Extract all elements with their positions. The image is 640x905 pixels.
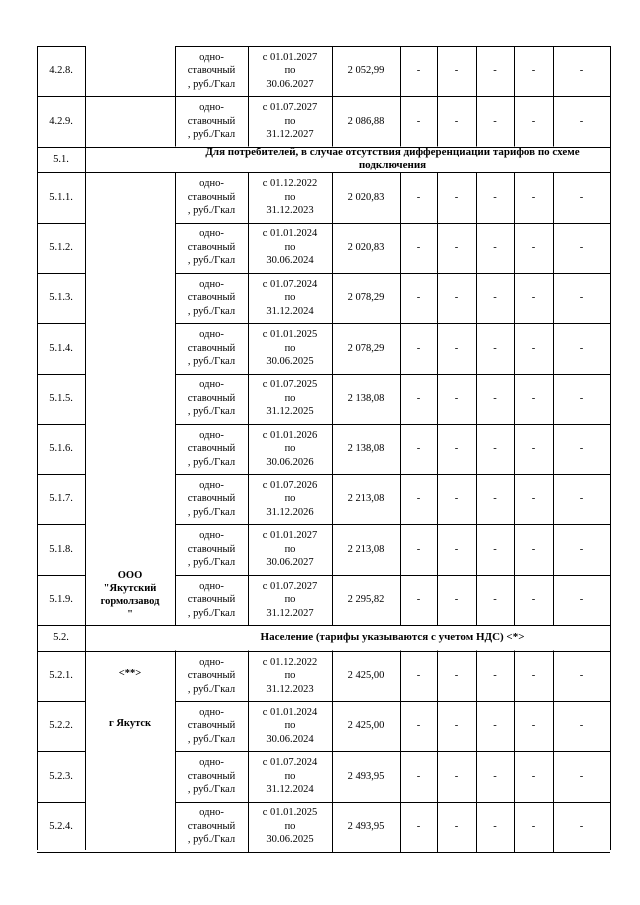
empty-value-dash: - [493,292,497,304]
validity-period-cell [248,751,332,801]
validity-period-line: по [284,443,296,455]
row-code: 5.1.4. [49,342,73,354]
tariff-value: 2 295,82 [347,594,385,606]
validity-period-line: по [284,594,296,606]
row-code: 5.1.9. [49,594,73,606]
empty-value-dash: - [531,493,536,505]
validity-period-cell [248,374,332,424]
tariff-unit-line: , руб./Гкал [187,557,236,569]
empty-value-dash: - [454,670,459,682]
tariff-unit-cell [175,424,248,474]
validity-period-line: 30.06.2024 [266,255,314,267]
tariff-value: 2 425,00 [347,670,385,682]
empty-value-dash: - [579,820,584,832]
empty-value-dash: - [454,115,459,127]
row-code: 5.1.6. [49,443,73,455]
validity-period-line: с 01.01.2025 [262,807,318,819]
empty-value-dash: - [493,493,497,505]
tariff-unit-line: ставочный [187,594,236,606]
empty-value-dash: - [454,720,459,732]
tariff-unit-line: ставочный [187,115,236,127]
empty-value-dash: - [531,115,536,127]
tariff-unit-line: одно- [199,580,224,592]
validity-period-line: по [284,720,296,732]
tariff-value: 2 020,83 [347,191,385,203]
validity-period-cell [248,172,332,222]
tariff-unit-cell [175,374,248,424]
row-code: 5.2.1. [49,670,73,682]
tariff-unit-line: , руб./Гкал [187,784,236,796]
validity-period-line: с 01.07.2024 [262,278,318,290]
tariff-unit-line: одно- [199,228,224,240]
empty-value-dash: - [493,670,497,682]
tariff-value: 2 425,00 [347,720,385,732]
validity-period-line: 31.12.2023 [266,205,314,217]
empty-value-dash: - [579,493,584,505]
row-code: 5.1.2. [49,241,73,253]
validity-period-line: по [284,241,296,253]
tariff-unit-cell [175,223,248,273]
tariff-unit-line: ставочный [187,543,236,555]
validity-period-line: 30.06.2027 [266,78,314,90]
empty-value-dash: - [493,720,497,732]
tariff-unit-line: ставочный [187,342,236,354]
row-code: 4.2.9. [49,115,73,127]
tariff-unit-line: одно- [199,278,224,290]
row-code: 5.1.3. [49,292,73,304]
tariff-unit-line: ставочный [187,770,236,782]
empty-value-dash: - [579,191,584,203]
empty-value-dash: - [531,820,536,832]
empty-value-dash: - [416,392,421,404]
validity-period-line: с 01.07.2024 [262,757,318,769]
empty-value-dash: - [493,594,497,606]
tariff-value: 2 020,83 [347,241,385,253]
empty-value-dash: - [416,65,421,77]
empty-value-dash: - [493,392,497,404]
tariff-unit-cell [175,651,248,701]
empty-value-dash: - [454,241,459,253]
tariff-unit-line: ставочный [187,443,236,455]
validity-period-line: 31.12.2027 [266,607,314,619]
empty-value-dash: - [579,241,584,253]
tariff-value: 2 493,95 [347,770,385,782]
empty-value-dash: - [531,594,536,606]
validity-period-line: 31.12.2026 [266,506,314,518]
empty-value-dash: - [493,191,497,203]
tariff-value: 2 052,99 [347,65,385,77]
tariff-unit-line: ставочный [187,292,236,304]
section-title: Для потребителей, в случае отсутствия дифференциации тарифов по схеме подключения [205,146,580,172]
empty-value-dash: - [454,342,459,354]
empty-value-dash: - [416,770,421,782]
tariff-unit-line: ставочный [187,720,236,732]
empty-value-dash: - [531,292,536,304]
organization-name-line: "Якутский [103,583,157,594]
tariff-unit-line: , руб./Гкал [187,356,236,368]
empty-value-dash: - [416,342,421,354]
validity-period-line: 30.06.2026 [266,456,314,468]
tariff-value: 2 138,08 [347,443,385,455]
empty-value-dash: - [416,543,421,555]
validity-period-line: с 01.07.2027 [262,580,318,592]
empty-value-dash: - [531,670,536,682]
empty-value-dash: - [454,493,459,505]
tariff-unit-line: , руб./Гкал [187,78,236,90]
validity-period-line: 31.12.2025 [266,406,314,418]
empty-value-dash: - [416,493,421,505]
row-code: 5.1. [53,153,69,165]
tariff-unit-line: ставочный [187,820,236,832]
tariff-unit-line: одно- [199,479,224,491]
tariff-unit-line: , руб./Гкал [187,205,236,217]
row-code: 5.2. [53,632,69,644]
validity-period-line: с 01.12.2022 [262,656,318,668]
tariff-unit-line: ставочный [187,670,236,682]
empty-value-dash: - [454,443,459,455]
empty-value-dash: - [531,191,536,203]
validity-period-line: 31.12.2024 [266,305,314,317]
validity-period-line: по [284,770,296,782]
tariff-unit-cell [175,524,248,574]
tariff-unit-line: одно- [199,429,224,441]
empty-value-dash: - [579,670,584,682]
validity-period-line: с 01.01.2025 [262,329,318,341]
row-code: 4.2.8. [49,65,73,77]
row-code: 5.1.5. [49,392,73,404]
tariff-unit-line: , руб./Гкал [187,255,236,267]
empty-value-dash: - [579,594,584,606]
empty-value-dash: - [531,65,536,77]
empty-value-dash: - [493,65,497,77]
row-code: 5.1.7. [49,493,73,505]
tariff-unit-line: ставочный [187,493,236,505]
validity-period-line: по [284,115,296,127]
tariff-unit-line: , руб./Гкал [187,506,236,518]
validity-period-cell [248,424,332,474]
tariff-unit-line: ставочный [187,65,236,77]
validity-period-line: по [284,342,296,354]
empty-value-dash: - [531,342,536,354]
tariff-unit-line: , руб./Гкал [187,683,236,695]
validity-period-cell [248,96,332,146]
validity-period-line: с 01.01.2026 [262,429,318,441]
tariff-unit-cell [175,575,248,625]
row-code: 5.2.4. [49,820,73,832]
validity-period-line: с 01.12.2022 [262,178,318,190]
empty-value-dash: - [493,443,497,455]
tariff-value: 2 078,29 [347,342,385,354]
tariff-value: 2 138,08 [347,392,385,404]
organization-name-line: ООО [117,570,143,581]
validity-period-line: с 01.01.2024 [262,228,318,240]
empty-value-dash: - [579,342,584,354]
empty-value-dash: - [454,392,459,404]
empty-value-dash: - [416,241,421,253]
empty-value-dash: - [531,770,536,782]
validity-period-line: 31.12.2023 [266,683,314,695]
tariff-unit-line: , руб./Гкал [187,607,236,619]
validity-period-line: по [284,392,296,404]
validity-period-line: 31.12.2024 [266,784,314,796]
empty-value-dash: - [416,191,421,203]
empty-value-dash: - [454,594,459,606]
empty-value-dash: - [454,770,459,782]
row-code: 5.2.3. [49,770,73,782]
tariff-unit-line: одно- [199,51,224,63]
validity-period-line: с 01.07.2026 [262,479,318,491]
tariff-unit-line: , руб./Гкал [187,129,236,141]
empty-value-dash: - [416,720,421,732]
section-title: Население (тарифы указываются с учетом НДС) <*> [260,631,525,644]
empty-value-dash: - [493,543,497,555]
organization-cell [85,563,175,627]
tariff-unit-line: ставочный [187,392,236,404]
tariff-unit-cell [175,172,248,222]
validity-period-cell [248,802,332,852]
empty-value-dash: - [531,443,536,455]
organization-footnote: <**> [118,667,142,679]
tariff-unit-line: одно- [199,807,224,819]
validity-period-cell [248,575,332,625]
tariff-value: 2 493,95 [347,820,385,832]
empty-value-dash: - [416,820,421,832]
empty-value-dash: - [579,392,584,404]
validity-period-cell [248,651,332,701]
validity-period-line: 30.06.2027 [266,557,314,569]
empty-value-dash: - [579,65,584,77]
validity-period-cell [248,524,332,574]
tariff-unit-cell [175,474,248,524]
empty-value-dash: - [416,594,421,606]
tariff-value: 2 086,88 [347,115,385,127]
empty-value-dash: - [416,292,421,304]
validity-period-line: 30.06.2025 [266,834,314,846]
empty-value-dash: - [416,670,421,682]
tariff-unit-line: одно- [199,656,224,668]
row-code: 5.2.2. [49,720,73,732]
validity-period-line: 30.06.2025 [266,356,314,368]
empty-value-dash: - [579,720,584,732]
validity-period-line: 31.12.2027 [266,129,314,141]
tariff-unit-line: , руб./Гкал [187,733,236,745]
empty-value-dash: - [531,543,536,555]
empty-value-dash: - [493,342,497,354]
validity-period-cell [248,474,332,524]
tariff-unit-cell [175,701,248,751]
tariff-value: 2 078,29 [347,292,385,304]
organization-city: г Якутск [108,717,152,729]
organization-name [101,569,160,621]
empty-value-dash: - [454,820,459,832]
tariff-unit-line: одно- [199,706,224,718]
tariff-unit-cell [175,802,248,852]
tariff-unit-line: одно- [199,379,224,391]
tariff-unit-line: одно- [199,757,224,769]
tariff-unit-line: одно- [199,102,224,114]
validity-period-line: с 01.01.2027 [262,51,318,63]
empty-value-dash: - [531,392,536,404]
empty-value-dash: - [493,115,497,127]
validity-period-cell [248,323,332,373]
tariff-unit-line: , руб./Гкал [187,305,236,317]
empty-value-dash: - [454,65,459,77]
organization-name-line: " [127,609,133,620]
empty-value-dash: - [454,292,459,304]
tariff-unit-line: одно- [199,329,224,341]
tariff-unit-line: ставочный [187,191,236,203]
empty-value-dash: - [531,241,536,253]
empty-value-dash: - [454,191,459,203]
empty-value-dash: - [579,115,584,127]
tariff-unit-line: , руб./Гкал [187,406,236,418]
empty-value-dash: - [579,443,584,455]
validity-period-line: с 01.01.2027 [262,530,318,542]
empty-value-dash: - [579,292,584,304]
empty-value-dash: - [416,115,421,127]
validity-period-line: по [284,493,296,505]
empty-value-dash: - [579,770,584,782]
tariff-unit-cell [175,273,248,323]
validity-period-line: по [284,191,296,203]
validity-period-cell [248,273,332,323]
tariff-unit-line: ставочный [187,241,236,253]
validity-period-line: по [284,292,296,304]
organization-name-line: гормолзавод [100,596,160,607]
tariff-unit-line: одно- [199,178,224,190]
validity-period-line: по [284,820,296,832]
validity-period-cell [248,46,332,96]
empty-value-dash: - [454,543,459,555]
validity-period-line: по [284,543,296,555]
row-code: 5.1.8. [49,543,73,555]
validity-period-line: с 01.07.2025 [262,379,318,391]
empty-value-dash: - [493,770,497,782]
empty-value-dash: - [416,443,421,455]
validity-period-line: по [284,65,296,77]
tariff-value: 2 213,08 [347,493,385,505]
tariff-unit-cell [175,323,248,373]
tariff-unit-cell [175,46,248,96]
empty-value-dash: - [579,543,584,555]
empty-value-dash: - [493,820,497,832]
validity-period-line: по [284,670,296,682]
validity-period-line: с 01.01.2024 [262,706,318,718]
validity-period-line: 30.06.2024 [266,733,314,745]
tariff-unit-cell [175,751,248,801]
validity-period-cell [248,223,332,273]
tariff-unit-cell [175,96,248,146]
tariff-unit-line: , руб./Гкал [187,456,236,468]
empty-value-dash: - [531,720,536,732]
tariff-value: 2 213,08 [347,543,385,555]
validity-period-line: с 01.07.2027 [262,102,318,114]
tariff-unit-line: , руб./Гкал [187,834,236,846]
row-code: 5.1.1. [49,191,73,203]
tariff-unit-line: одно- [199,530,224,542]
empty-value-dash: - [493,241,497,253]
validity-period-cell [248,701,332,751]
